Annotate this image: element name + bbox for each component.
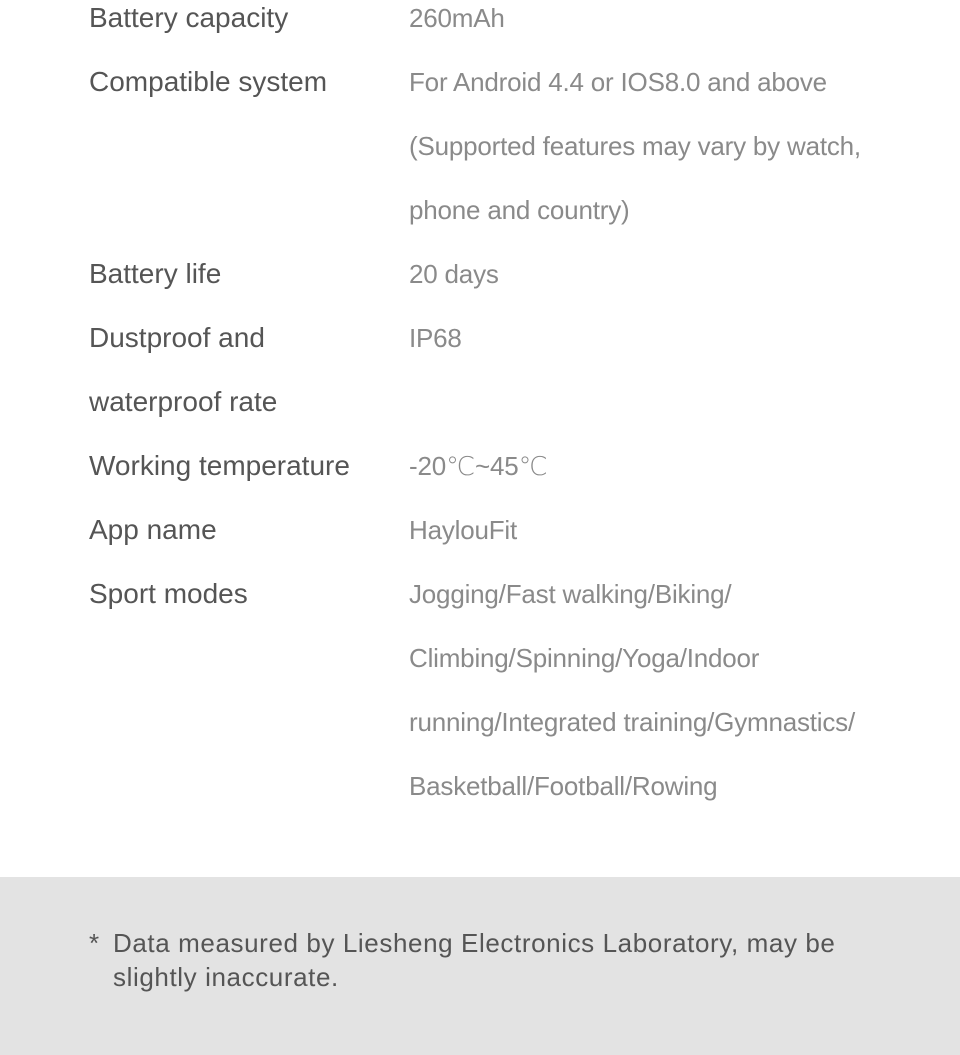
footnote	[89, 926, 889, 994]
spec-value	[409, 0, 929, 50]
footnote-text: Data measured by Liesheng Electronics Laboratory, may be slightly inaccurate.	[113, 928, 836, 992]
spec-value-line: 20 days	[409, 259, 499, 289]
spec-value	[409, 562, 929, 818]
spec-value-line: phone and country)	[409, 195, 630, 225]
spec-label: Working temperature	[89, 450, 350, 481]
footnote-panel	[0, 877, 960, 1055]
spec-value	[409, 50, 929, 242]
spec-label: Compatible system	[89, 66, 328, 97]
spec-label: Battery life	[89, 258, 222, 289]
spec-value-line: running/Integrated training/Gymnastics/	[409, 707, 855, 737]
spec-value-line: Basketball/Football/Rowing	[409, 771, 718, 801]
spec-value-line: IP68	[409, 323, 462, 353]
spec-value	[409, 498, 929, 562]
spec-label: Sport modes	[89, 578, 248, 609]
spec-value-line: -20℃~45℃	[409, 451, 548, 481]
spec-value	[409, 242, 929, 306]
spec-value-line: 260mAh	[409, 3, 505, 33]
spec-value-line: For Android 4.4 or IOS8.0 and above	[409, 67, 827, 97]
spec-label: App name	[89, 514, 217, 545]
spec-value-line: HaylouFit	[409, 515, 518, 545]
footnote-asterisk: *	[89, 928, 100, 958]
spec-label: Battery capacity	[89, 2, 289, 33]
spec-value-line: Climbing/Spinning/Yoga/Indoor	[409, 643, 760, 673]
spec-value-line: Jogging/Fast walking/Biking/	[409, 579, 732, 609]
spec-value-line: (Supported features may vary by watch,	[409, 131, 861, 161]
spec-value	[409, 434, 929, 498]
spec-value	[409, 306, 929, 370]
spec-label: Dustproof and waterproof rate	[89, 322, 278, 417]
